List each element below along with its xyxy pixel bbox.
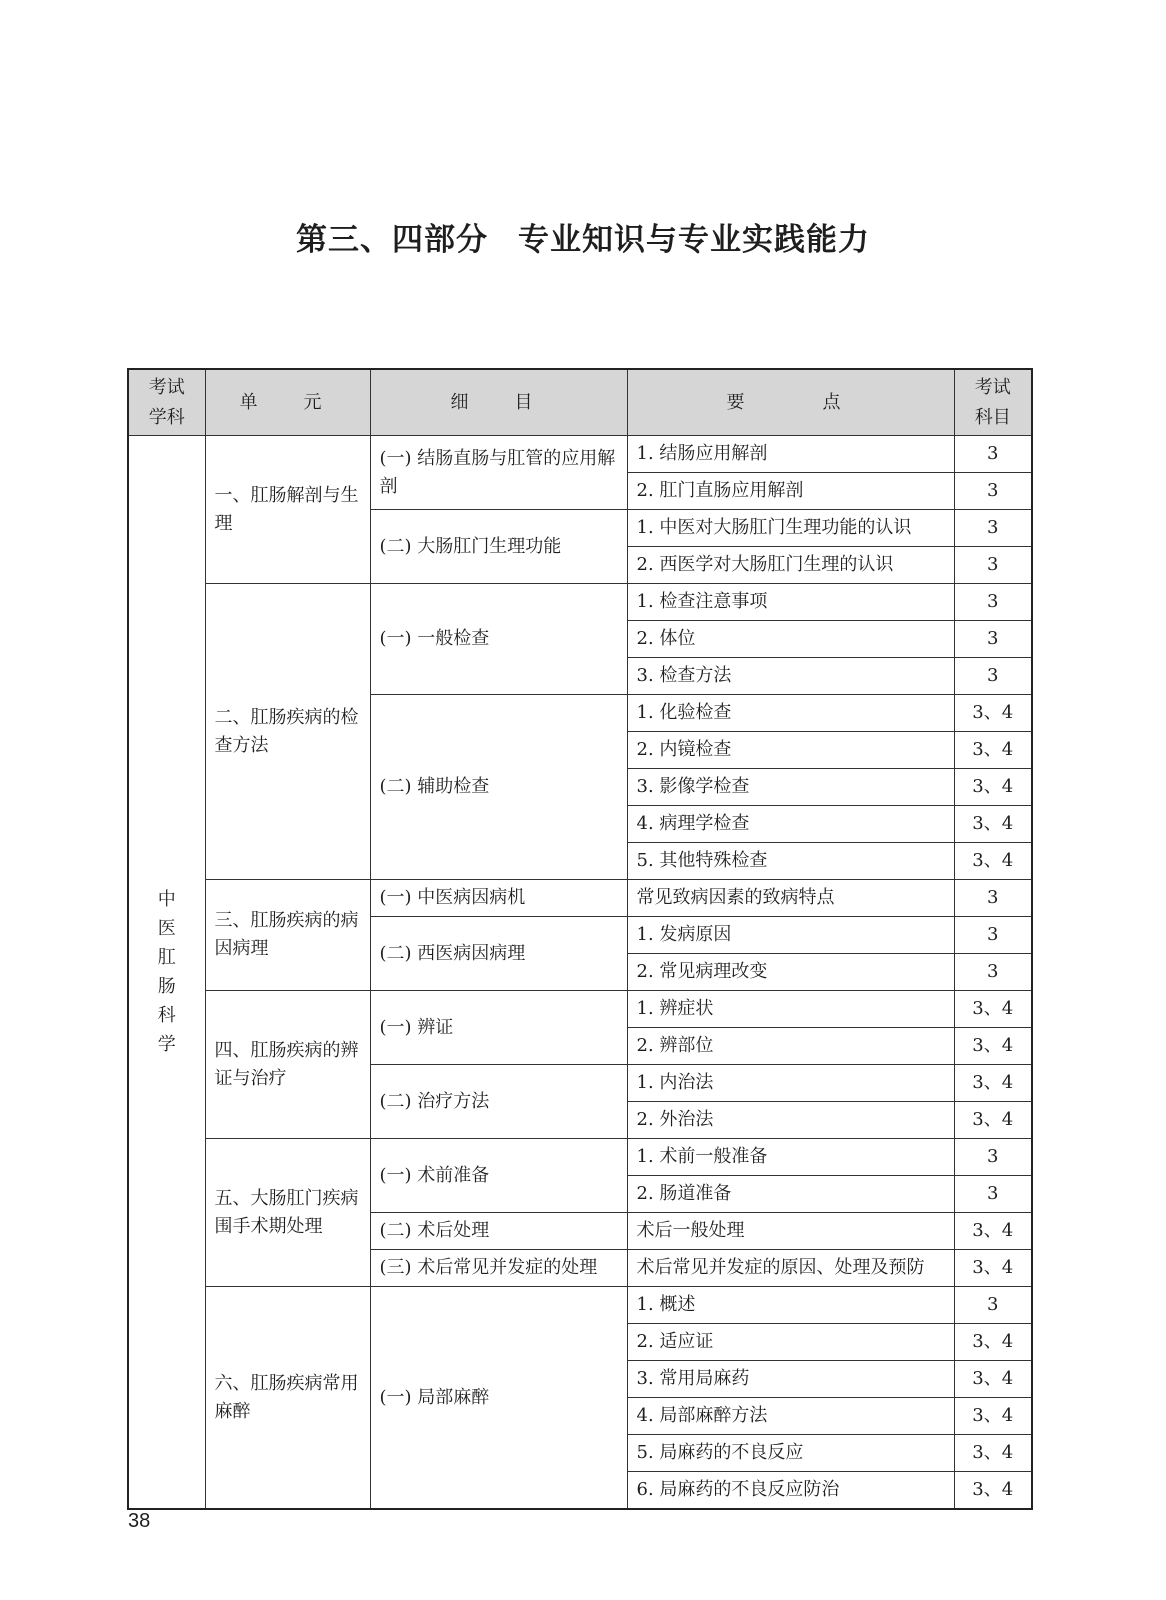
point-cell: 1. 中医对大肠肛门生理功能的认识 [627,510,954,547]
exam-cell: 3、4 [954,1435,1032,1472]
point-cell: 1. 检查注意事项 [627,584,954,621]
exam-cell: 3 [954,1139,1032,1176]
unit-cell: 四、肛肠疾病的辨证与治疗 [205,991,370,1139]
unit-cell: 三、肛肠疾病的病因病理 [205,880,370,991]
point-cell: 2. 外治法 [627,1102,954,1139]
point-cell: 1. 内治法 [627,1065,954,1102]
point-cell: 4. 局部麻醉方法 [627,1398,954,1435]
page-title [0,214,1166,259]
detail-cell: (一) 辨证 [370,991,627,1065]
point-cell: 1. 化验检查 [627,695,954,732]
detail-cell: (一) 一般检查 [370,584,627,695]
exam-cell: 3、4 [954,1028,1032,1065]
page-number: 38 [128,1510,151,1532]
point-cell: 1. 概述 [627,1287,954,1324]
exam-cell: 3 [954,917,1032,954]
exam-cell: 3、4 [954,843,1032,880]
point-cell: 1. 术前一般准备 [627,1139,954,1176]
unit-cell: 五、大肠肛门疾病围手术期处理 [205,1139,370,1287]
exam-cell: 3 [954,584,1032,621]
table-header-row [128,369,1032,436]
point-cell: 1. 结肠应用解剖 [627,436,954,473]
exam-cell: 3、4 [954,1398,1032,1435]
exam-cell: 3、4 [954,732,1032,769]
header-detail: 细 目 [370,369,627,436]
exam-cell: 3 [954,547,1032,584]
exam-cell: 3 [954,1176,1032,1213]
header-points: 要 点 [627,369,954,436]
detail-cell: (一) 结肠直肠与肛管的应用解剖 [370,436,627,510]
detail-cell: (二) 辅助检查 [370,695,627,880]
exam-cell: 3、4 [954,806,1032,843]
point-cell: 1. 辨症状 [627,991,954,1028]
exam-cell: 3、4 [954,991,1032,1028]
point-cell: 3. 检查方法 [627,658,954,695]
point-cell: 术后一般处理 [627,1213,954,1250]
point-cell: 2. 肠道准备 [627,1176,954,1213]
point-cell: 2. 体位 [627,621,954,658]
exam-cell: 3、4 [954,695,1032,732]
detail-cell: (二) 西医病因病理 [370,917,627,991]
point-cell: 3. 常用局麻药 [627,1361,954,1398]
unit-cell: 六、肛肠疾病常用麻醉 [205,1287,370,1510]
exam-cell: 3、4 [954,769,1032,806]
detail-cell: (二) 术后处理 [370,1213,627,1250]
table-row [128,991,1032,1028]
exam-cell: 3 [954,880,1032,917]
exam-cell: 3 [954,436,1032,473]
exam-cell: 3 [954,473,1032,510]
point-cell: 2. 肛门直肠应用解剖 [627,473,954,510]
table-row [128,1139,1032,1176]
title-main: 专业知识与专业实践能力 [518,222,870,258]
point-cell: 2. 内镜检查 [627,732,954,769]
exam-cell: 3 [954,954,1032,991]
point-cell: 3. 影像学检查 [627,769,954,806]
syllabus-table [127,368,1033,1510]
exam-cell: 3 [954,658,1032,695]
point-cell: 常见致病因素的致病特点 [627,880,954,917]
point-cell: 术后常见并发症的原因、处理及预防 [627,1250,954,1287]
point-cell: 2. 西医学对大肠肛门生理的认识 [627,547,954,584]
exam-cell: 3 [954,1287,1032,1324]
exam-cell: 3、4 [954,1472,1032,1510]
point-cell: 1. 发病原因 [627,917,954,954]
header-unit: 单 元 [205,369,370,436]
point-cell: 5. 其他特殊检查 [627,843,954,880]
table-row [128,584,1032,621]
table-row [128,1287,1032,1324]
point-cell: 4. 病理学检查 [627,806,954,843]
header-subject: 考试 学科 [128,369,205,436]
detail-cell: (一) 中医病因病机 [370,880,627,917]
unit-cell: 一、肛肠解剖与生理 [205,436,370,584]
point-cell: 6. 局麻药的不良反应防治 [627,1472,954,1510]
header-exam: 考试 科目 [954,369,1032,436]
table-row [128,880,1032,917]
exam-cell: 3、4 [954,1250,1032,1287]
unit-cell: 二、肛肠疾病的检查方法 [205,584,370,880]
detail-cell: (二) 大肠肛门生理功能 [370,510,627,584]
point-cell: 2. 辨部位 [627,1028,954,1065]
exam-cell: 3、4 [954,1065,1032,1102]
point-cell: 2. 常见病理改变 [627,954,954,991]
exam-cell: 3、4 [954,1102,1032,1139]
exam-cell: 3 [954,510,1032,547]
exam-cell: 3 [954,621,1032,658]
exam-cell: 3、4 [954,1213,1032,1250]
detail-cell: (二) 治疗方法 [370,1065,627,1139]
exam-cell: 3、4 [954,1361,1032,1398]
exam-cell: 3、4 [954,1324,1032,1361]
subject-cell: 中 医 肛 肠 科 学 [128,436,205,1510]
detail-cell: (三) 术后常见并发症的处理 [370,1250,627,1287]
table-row [128,436,1032,473]
detail-cell: (一) 局部麻醉 [370,1287,627,1510]
point-cell: 5. 局麻药的不良反应 [627,1435,954,1472]
title-part: 第三、四部分 [296,222,488,258]
detail-cell: (一) 术前准备 [370,1139,627,1213]
point-cell: 2. 适应证 [627,1324,954,1361]
